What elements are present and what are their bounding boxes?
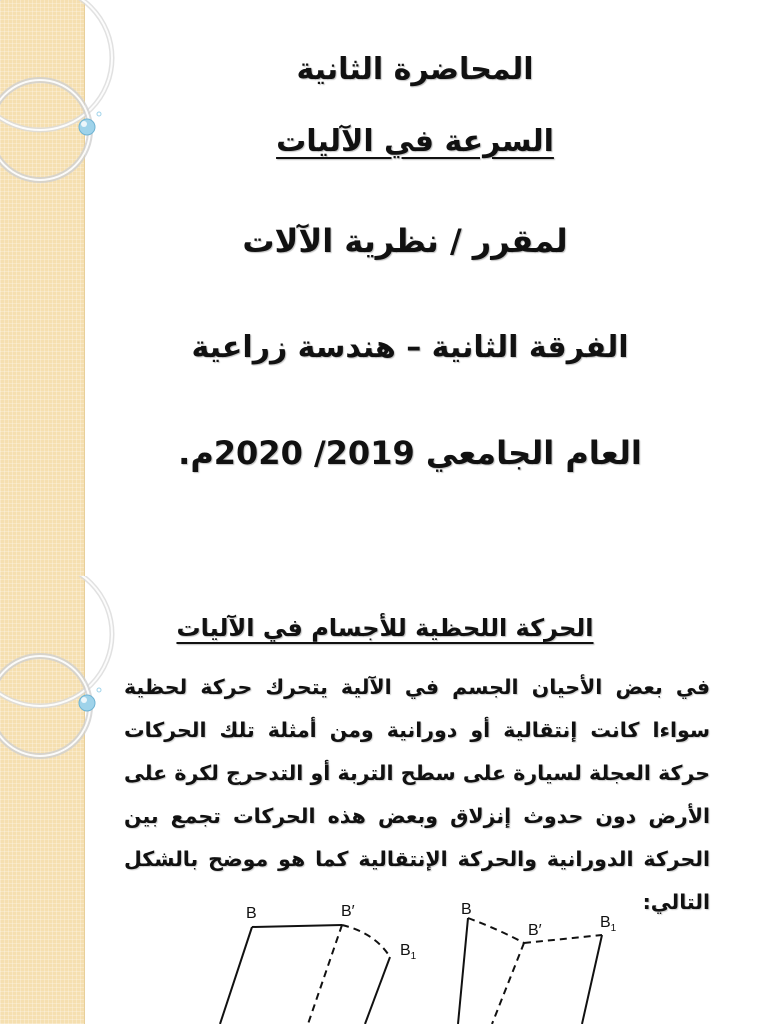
lecture-title: المحاضرة الثانية [296,52,534,87]
section-heading: الحركة اللحظية للأجسام في الآليات [176,614,594,642]
label-b1: $B_1$ [600,914,617,934]
academic-year: العام الجامعي 2019/ 2020م. [178,434,642,472]
label-b1: $B_1$ [400,942,417,962]
label-b-prime: B′ [528,922,542,939]
topic-title: السرعة في الآليات [276,124,554,159]
course-name: لمقرر / نظرية الآلات [242,222,568,260]
label-b: B [246,905,257,922]
label-b: B [461,901,472,918]
motion-figure [200,895,640,1024]
student-level: الفرقة الثانية – هندسة زراعية [191,330,629,365]
left-body-diagram [220,903,417,1024]
label-b-prime: B′ [341,903,355,920]
decorative-rings [0,0,200,576]
body-paragraph: في بعض الأحيان الجسم في الآلية يتحرك حركة لحظية سواءا كانت إنتقالية أو دورانية ومن أمثلة تلك الحركات حركة العجلة لسيارة على سطح التربة أو التدحرج لكرة على الأرض دون حدوث إنزلاق وبعض هذه الحركات تجمع بين الحركة الدورانية والحركة الإنتقالية كما هو موضح بالشكل التالي: [124,675,710,914]
right-body-diagram [458,901,617,1024]
